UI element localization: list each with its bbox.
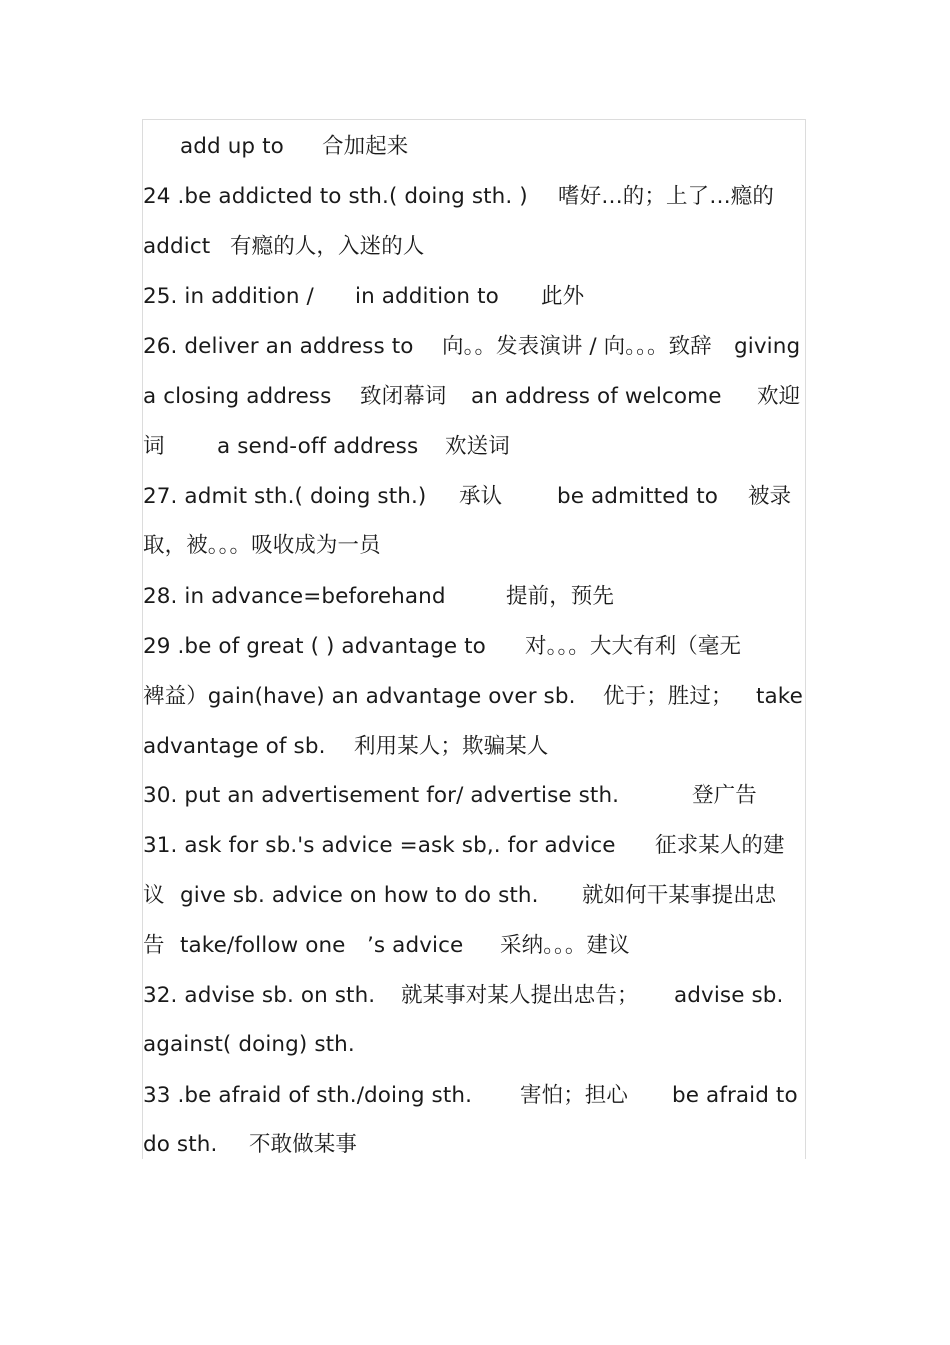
chinese-meaning: 采纳。。。建议 <box>500 933 630 958</box>
english-phrase: an address of welcome <box>471 384 722 409</box>
english-phrase: be admitted to <box>557 484 719 509</box>
chinese-meaning: 不敢做某事 <box>249 1132 358 1157</box>
english-phrase: advise sb. <box>674 983 784 1008</box>
chinese-meaning: 承认 <box>459 484 503 509</box>
english-phrase: 25. in addition / <box>143 284 314 309</box>
english-phrase: 31. ask for sb.'s advice =ask sb,. for advice <box>143 833 616 858</box>
chinese-meaning: 对。。。大大有利（毫无 <box>525 634 742 659</box>
english-phrase: 30. put an advertisement for/ advertise sth. <box>143 783 620 808</box>
chinese-meaning: 取，被。。。吸收成为一员 <box>143 533 381 558</box>
english-phrase: be afraid to <box>672 1083 798 1108</box>
chinese-meaning: 提前，预先 <box>506 584 615 609</box>
english-phrase: give sb. advice on how to do sth. <box>180 883 539 908</box>
english-phrase: 27. admit sth.( doing sth.) <box>143 484 427 509</box>
chinese-meaning: 告 <box>143 933 165 958</box>
chinese-meaning: 有瘾的人，入迷的人 <box>230 234 425 259</box>
english-phrase: in addition to <box>355 284 499 309</box>
english-phrase: ’s advice <box>367 933 464 958</box>
english-phrase: 24 .be addicted to sth.( doing sth. ) <box>143 184 528 209</box>
english-phrase: take/follow one <box>180 933 346 958</box>
chinese-meaning: 就某事对某人提出忠告； <box>401 983 639 1008</box>
english-phrase: a send-off address <box>217 434 419 459</box>
entry-line <box>0 533 381 578</box>
chinese-meaning: 被录 <box>748 484 792 509</box>
chinese-meaning: 利用某人；欺骗某人 <box>354 734 549 759</box>
english-phrase: against( doing) sth. <box>143 1032 355 1057</box>
chinese-meaning: 议 <box>143 883 165 908</box>
entry-line <box>0 1132 358 1199</box>
chinese-meaning: 欢送词 <box>445 434 510 459</box>
english-phrase: do sth. <box>143 1132 218 1157</box>
english-phrase: 26. deliver an address to <box>143 334 414 359</box>
english-phrase: a closing address <box>143 384 332 409</box>
chinese-meaning: 就如何干某事提出忠 <box>582 883 777 908</box>
chinese-meaning: 词 <box>143 434 165 459</box>
entry-line <box>0 1032 355 1077</box>
english-phrase: add up to <box>180 134 284 159</box>
english-phrase: 裨益）gain(have) an advantage over sb. <box>143 684 576 709</box>
english-phrase: advantage of sb. <box>143 734 326 759</box>
english-phrase: take <box>756 684 803 709</box>
english-phrase: 29 .be of great ( ) advantage to <box>143 634 486 659</box>
chinese-meaning: 欢迎 <box>757 384 801 409</box>
chinese-meaning: 征求某人的建 <box>655 833 785 858</box>
english-phrase: 32. advise sb. on sth. <box>143 983 376 1008</box>
chinese-meaning: 登广告 <box>692 783 757 808</box>
chinese-meaning: 向。。发表演讲 / 向。。。致辞 <box>442 334 712 359</box>
english-phrase: addict <box>143 234 211 259</box>
chinese-meaning: 嗜好…的；上了…瘾的 <box>558 184 775 209</box>
chinese-meaning: 致闭幕词 <box>360 384 447 409</box>
english-phrase: 28. in advance=beforehand <box>143 584 446 609</box>
chinese-meaning: 优于；胜过； <box>603 684 733 709</box>
english-phrase: 33 .be afraid of sth./doing sth. <box>143 1083 473 1108</box>
chinese-meaning: 合加起来 <box>322 134 409 159</box>
chinese-meaning: 害怕；担心 <box>520 1083 629 1108</box>
chinese-meaning: 此外 <box>541 284 585 309</box>
english-phrase: giving <box>734 334 801 359</box>
